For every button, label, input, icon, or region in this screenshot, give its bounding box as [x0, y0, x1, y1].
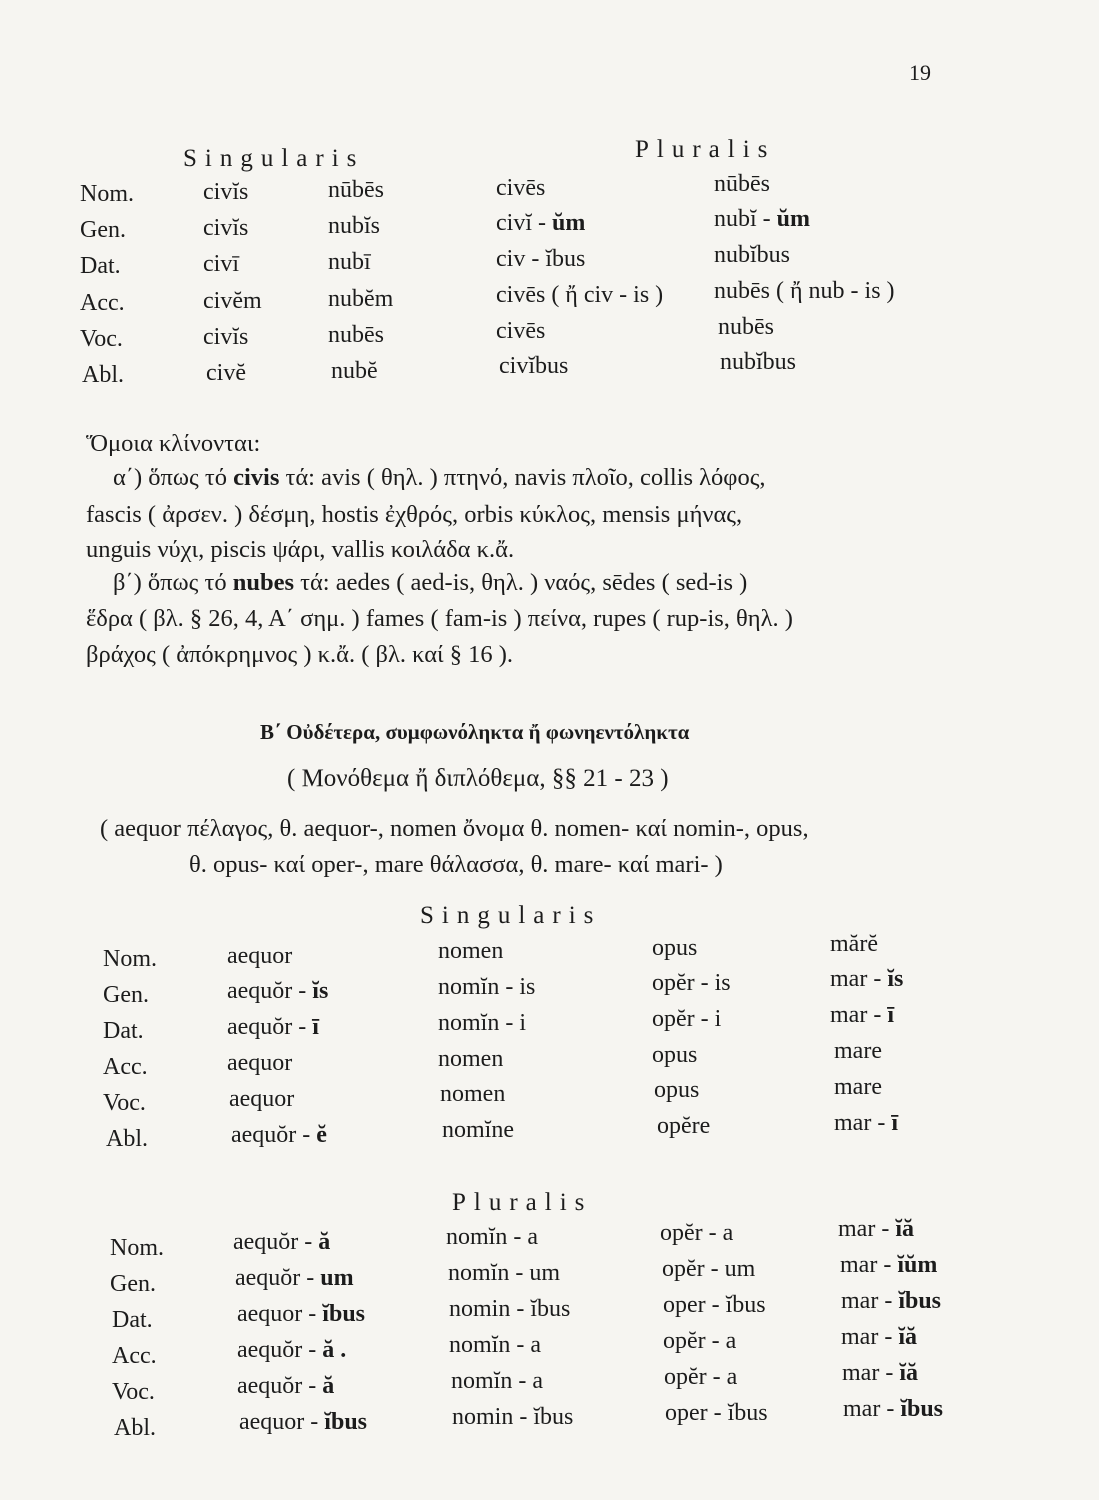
civis-plural: civ - ĭbus	[496, 246, 586, 272]
mare-form: mărĕ	[830, 931, 878, 957]
alpha-line-3: unguis νύχι, piscis ψάρι, vallis κοιλάδα κ.ἄ.	[86, 536, 515, 563]
section-b-subtitle: ( Μονόθεμα ἤ διπλόθεμα, §§ 21 - 23 )	[287, 765, 669, 792]
aequor-form: aequŏr - ă	[237, 1373, 335, 1399]
beta-line-3: βράχος ( ἀπόκρημνος ) κ.ἄ. ( βλ. καί § 16 ).	[86, 641, 514, 668]
aequor-form: aequor - ĭbus	[239, 1409, 367, 1435]
aequor-form: aequŏr - ă .	[237, 1337, 347, 1363]
aequor-form: aequŏr - ă	[233, 1229, 331, 1255]
section-b-note-line-2: θ. opus- καί oper-, mare θάλασσα, θ. mare- καί mari- )	[189, 851, 723, 878]
nubes-plural: nubĭbus	[720, 349, 797, 375]
alpha-line-2: fascis ( ἀρσεν. ) δέσμη, hostis ἐχθρός, orbis κύκλος, mensis μήνας,	[86, 501, 743, 528]
case-label: Nom.	[103, 946, 157, 972]
civis-singular: civĕ	[206, 360, 246, 386]
nubes-plural: nubēs ( ἤ nub - is )	[714, 278, 895, 304]
nomen-form: nomĭn - a	[449, 1332, 541, 1358]
mare-form: mare	[834, 1074, 882, 1100]
case-label: Dat.	[103, 1018, 144, 1044]
civis-plural: civēs ( ἤ civ - is )	[496, 282, 664, 308]
nomen-form: nomĭn - a	[451, 1368, 543, 1394]
nubes-singular: nubĭs	[328, 213, 381, 239]
civis-singular: civĕm	[203, 288, 262, 314]
aequor-form: aequor - ĭbus	[237, 1301, 365, 1327]
mare-form: mar - ĭă	[838, 1216, 914, 1242]
nomen-form: nomen	[438, 938, 504, 964]
civis-plural: civēs	[496, 318, 546, 344]
aequor-form: aequŏr - ĕ	[231, 1122, 327, 1148]
case-label: Dat.	[112, 1307, 153, 1333]
opus-form: opus	[652, 1042, 698, 1068]
nomen-form: nomĭn - a	[446, 1224, 538, 1250]
opus-form: opus	[652, 935, 698, 961]
nomen-form: nomin - ĭbus	[452, 1404, 574, 1430]
opus-form: opĕr - a	[660, 1220, 734, 1246]
beta-line-2: ἕδρα ( βλ. § 26, 4, Α΄ σημ. ) fames ( fam-is ) πείνα, rupes ( rup-is, θηλ. )	[86, 605, 793, 632]
table1-singular-header: Singularis	[183, 145, 365, 172]
nubes-plural: nubĭ - ŭm	[714, 206, 811, 232]
nubes-plural: nubēs	[718, 314, 774, 340]
nubes-singular: nubī	[328, 249, 371, 275]
case-label: Gen.	[110, 1271, 156, 1297]
civis-plural: civēs	[496, 175, 546, 201]
opus-form: oper - ĭbus	[665, 1400, 768, 1426]
table1-plural-header: Pluralis	[635, 136, 776, 163]
case-label: Voc.	[103, 1090, 146, 1116]
opus-form: opĕr - a	[664, 1364, 738, 1390]
aequor-form: aequŏr - ī	[227, 1014, 319, 1040]
civis-plural: civĭ - ŭm	[496, 210, 586, 236]
nubes-singular: nūbēs	[328, 177, 384, 203]
civis-singular: civĭs	[203, 215, 249, 241]
aequor-form: aequor	[229, 1086, 295, 1112]
nubes-plural: nubĭbus	[714, 242, 791, 268]
aequor-form: aequor	[227, 1050, 293, 1076]
case-label: Gen.	[80, 217, 126, 243]
nomen-form: nomin - ĭbus	[449, 1296, 571, 1322]
opus-form: opĕre	[657, 1113, 711, 1139]
case-label: Abl.	[114, 1415, 156, 1441]
nomen-form: nomen	[438, 1046, 504, 1072]
opus-form: opĕr - a	[663, 1328, 737, 1354]
case-label: Nom.	[110, 1235, 164, 1261]
case-label: Gen.	[103, 982, 149, 1008]
mare-form: mar - ĭă	[842, 1360, 918, 1386]
mare-form: mare	[834, 1038, 882, 1064]
section-b-note-line-1: ( aequor πέλαγος, θ. aequor-, nomen ὄνομα θ. nomen- καί nomin-, opus,	[100, 815, 809, 842]
aequor-form: aequŏr - ĭs	[227, 978, 329, 1004]
case-label: Voc.	[112, 1379, 155, 1405]
similar-heading: Ὅμοια κλίνονται:	[86, 430, 261, 457]
mare-form: mar - ĭbus	[841, 1288, 942, 1314]
aequor-form: aequŏr - um	[235, 1265, 354, 1291]
aequor-form: aequor	[227, 943, 293, 969]
alpha-line-1: α΄) ὅπως τό civis τά: avis ( θηλ. ) πτηνό, navis πλοῖο, collis λόφος,	[113, 464, 766, 491]
case-label: Abl.	[106, 1126, 148, 1152]
case-label: Acc.	[103, 1054, 148, 1080]
civis-plural: civĭbus	[499, 353, 569, 379]
nomen-form: nomĭn - is	[438, 974, 536, 1000]
opus-form: opĕr - i	[652, 1006, 722, 1032]
mare-form: mar - ĭs	[830, 966, 904, 992]
nomen-form: nomĭn - um	[448, 1260, 560, 1286]
page-number: 19	[909, 60, 931, 85]
nomen-form: nomĭne	[442, 1117, 514, 1143]
section-b-title: Β΄ Οὐδέτερα, συμφωνόληκτα ἤ φωνηεντόληκτα	[260, 720, 690, 744]
nubes-singular: nubĕ	[331, 358, 378, 384]
nubes-singular: nubēs	[328, 322, 384, 348]
nomen-form: nomĭn - i	[438, 1010, 526, 1036]
case-label: Voc.	[80, 326, 123, 352]
mare-form: mar - ĭŭm	[840, 1252, 938, 1278]
opus-form: opus	[654, 1077, 700, 1103]
case-label: Abl.	[82, 362, 124, 388]
opus-form: oper - ĭbus	[663, 1292, 766, 1318]
table3-plural-header: Pluralis	[452, 1189, 593, 1216]
mare-form: mar - ī	[830, 1002, 894, 1028]
civis-singular: civī	[203, 251, 239, 277]
civis-singular: civĭs	[203, 179, 249, 205]
nomen-form: nomen	[440, 1081, 506, 1107]
case-label: Nom.	[80, 181, 134, 207]
beta-line-1: β΄) ὅπως τό nubes τά: aedes ( aed-is, θηλ. ) ναός, sēdes ( sed-is )	[113, 569, 748, 596]
mare-form: mar - ĭbus	[843, 1396, 944, 1422]
case-label: Dat.	[80, 253, 121, 279]
table2-singular-header: Singularis	[420, 902, 602, 929]
case-label: Acc.	[80, 290, 125, 316]
mare-form: mar - ĭă	[841, 1324, 917, 1350]
civis-singular: civĭs	[203, 324, 249, 350]
nubes-plural: nūbēs	[714, 171, 770, 197]
nubes-singular: nubĕm	[328, 286, 394, 312]
case-label: Acc.	[112, 1343, 157, 1369]
opus-form: opĕr - is	[652, 970, 731, 996]
mare-form: mar - ī	[834, 1110, 898, 1136]
opus-form: opĕr - um	[662, 1256, 756, 1282]
